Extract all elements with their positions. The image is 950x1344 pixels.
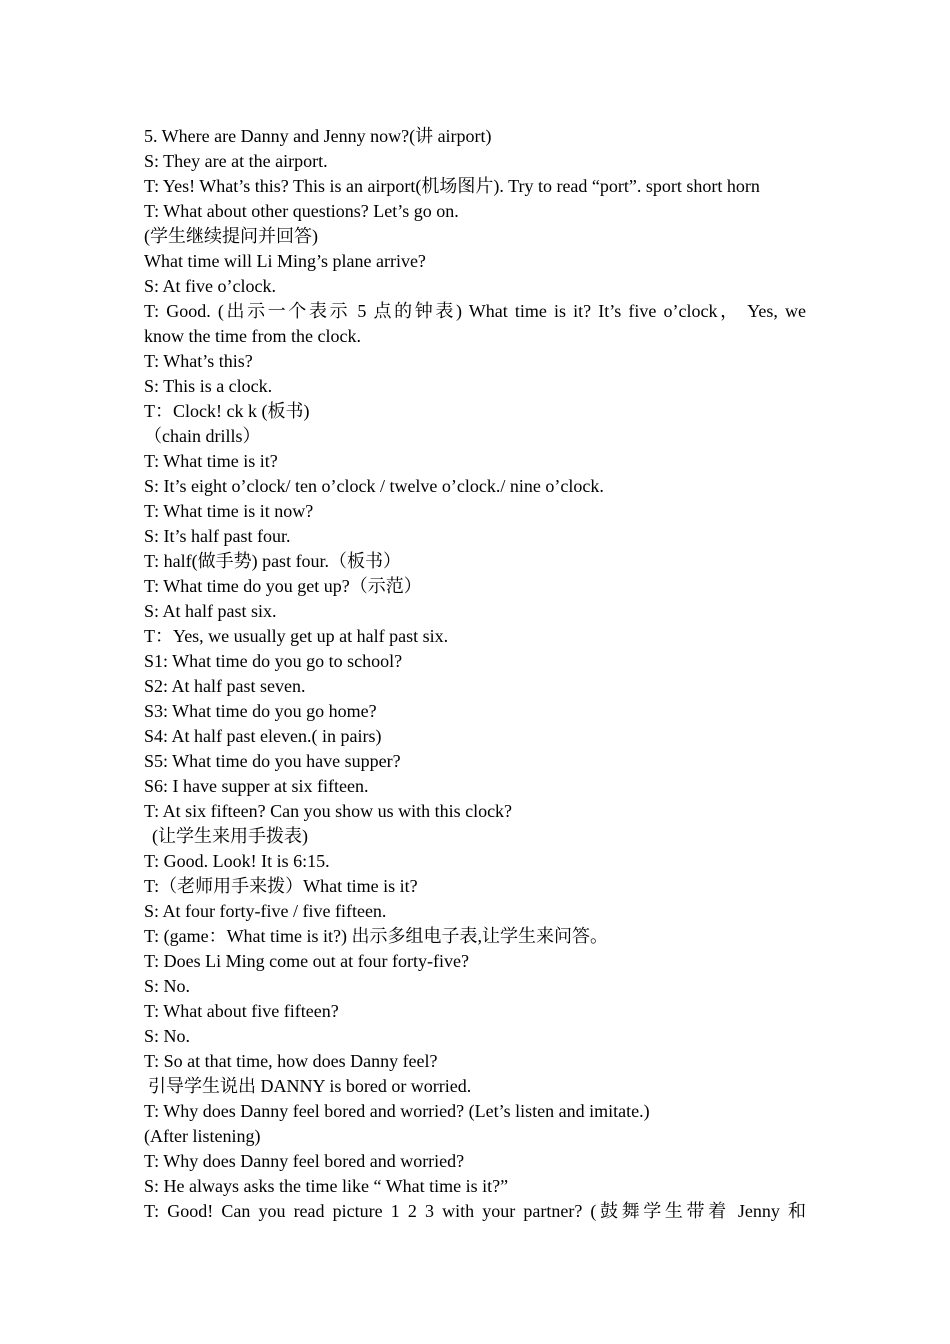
text-line: T: What about other questions? Let’s go on. <box>144 201 459 221</box>
text-line: (让学生来用手拨表) <box>152 826 308 846</box>
text-line: T: Good. Look! It is 6:15. <box>144 851 330 871</box>
text-line: S4: At half past eleven.( in pairs) <box>144 726 382 746</box>
text-line: T: Does Li Ming come out at four forty-five? <box>144 951 470 971</box>
text-line: S: He always asks the time like “ What time is it?” <box>144 1176 509 1196</box>
text-line: (学生继续提问并回答) <box>144 226 318 246</box>
text-line: T: At six fifteen? Can you show us with this clock? <box>144 801 513 821</box>
text-line: （chain drills） <box>144 426 261 446</box>
document-page <box>144 124 806 1224</box>
text-line: S: No. <box>144 976 191 996</box>
text-line: T: Why does Danny feel bored and worried? <box>144 1151 465 1171</box>
text-line: S: They are at the airport. <box>144 151 328 171</box>
text-line: T: What time do you get up?（示范） <box>144 576 422 596</box>
text-line: What time will Li Ming’s plane arrive? <box>144 251 426 271</box>
text-line: S: No. <box>144 1026 191 1046</box>
text-line: T: Good. (出示一个表示 5 点的钟表) What time is it? It’s five o’clock， Yes, we <box>144 301 806 321</box>
text-line: T: Good! Can you read picture 1 2 3 with your partner? (鼓舞学生带着 Jenny 和 <box>144 1201 806 1221</box>
text-line: S3: What time do you go home? <box>144 701 377 721</box>
text-line: (After listening) <box>144 1126 261 1146</box>
text-line: T：Yes, we usually get up at half past six. <box>144 626 449 646</box>
text-line: T: half(做手势) past four.（板书） <box>144 551 402 571</box>
text-line: S: At half past six. <box>144 601 277 621</box>
text-line: S: At four forty-five / five fifteen. <box>144 901 387 921</box>
text-line: S2: At half past seven. <box>144 676 306 696</box>
text-line: T: Why does Danny feel bored and worried? (Let’s listen and imitate.) <box>144 1101 650 1121</box>
text-line: T: Yes! What’s this? This is an airport(机场图片). Try to read “port”. sport short horn <box>144 176 760 196</box>
text-line: T: So at that time, how does Danny feel? <box>144 1051 438 1071</box>
text-line: S6: I have supper at six fifteen. <box>144 776 369 796</box>
text-line: T:（老师用手来拨）What time is it? <box>144 876 418 896</box>
text-line: T: (game：What time is it?) 出示多组电子表,让学生来问答。 <box>144 926 609 946</box>
text-line: T: What time is it now? <box>144 501 314 521</box>
text-line: T: What’s this? <box>144 351 253 371</box>
text-line: 引导学生说出 DANNY is bored or worried. <box>148 1076 472 1096</box>
text-line: 5. Where are Danny and Jenny now?(讲 airport) <box>144 126 492 146</box>
text-line: T：Clock! ck k (板书) <box>144 401 310 421</box>
text-line: S5: What time do you have supper? <box>144 751 401 771</box>
text-line: S: At five o’clock. <box>144 276 276 296</box>
text-line: know the time from the clock. <box>144 326 361 346</box>
text-line: S: It’s half past four. <box>144 526 291 546</box>
text-line: T: What about five fifteen? <box>144 1001 339 1021</box>
text-line: S: This is a clock. <box>144 376 273 396</box>
text-line: S1: What time do you go to school? <box>144 651 403 671</box>
text-line: S: It’s eight o’clock/ ten o’clock / twelve o’clock./ nine o’clock. <box>144 476 604 496</box>
text-line: T: What time is it? <box>144 451 278 471</box>
